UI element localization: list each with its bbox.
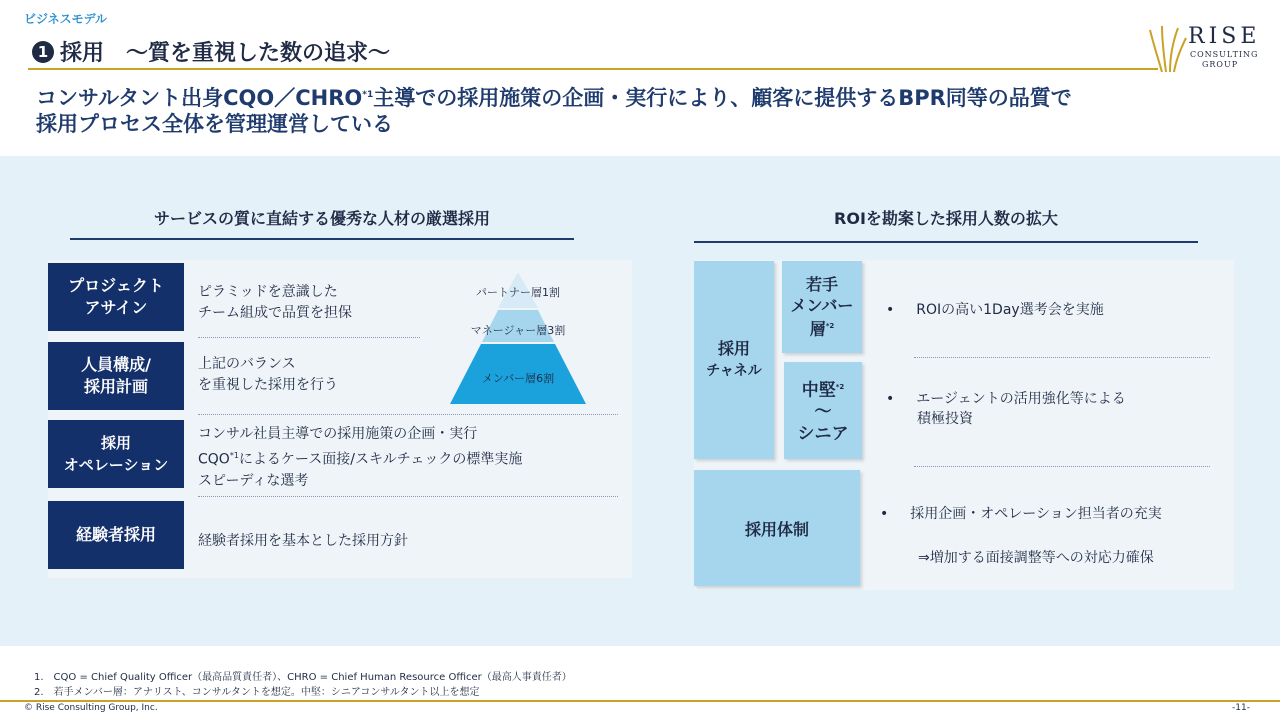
box-sup: *2	[835, 382, 845, 391]
text-sup: *1	[229, 451, 239, 460]
row1-text	[198, 282, 352, 324]
headline-part2: 主導での採用施策の企画・実行により、顧客に提供するBPR同等の品質で	[373, 86, 1072, 110]
bullet-mark: •	[886, 302, 895, 318]
text-line: を重視した採用を行う	[198, 377, 338, 393]
left-subhead: サービスの質に直結する優秀な人材の厳選採用	[153, 209, 490, 228]
bullet-text: 採用企画・オペレーション担当者の充実	[910, 506, 1162, 522]
page-title-text: 採用 ～質を重視した数の追求～	[60, 41, 391, 66]
page-number: -11-	[1232, 703, 1250, 713]
section-tag: ビジネスモデル	[24, 12, 108, 26]
divider	[198, 414, 618, 415]
left-subhead-rule	[70, 238, 574, 240]
footer-rule	[0, 700, 1280, 702]
label-project-assign	[48, 263, 184, 331]
headline-line2: 採用プロセス全体を管理運営している	[36, 112, 393, 136]
text-line: ピラミッドを意識した	[198, 284, 338, 300]
page-title	[32, 36, 390, 67]
logo-line3: GROUP	[1202, 60, 1239, 69]
text-line: スピーディな選考	[198, 472, 309, 489]
headline	[36, 82, 1236, 137]
text-part: によるケース面接/スキルチェックの標準実施	[238, 451, 523, 468]
row3-text	[198, 424, 522, 492]
label-line: 人員構成/	[81, 355, 151, 374]
box-line: 中堅	[801, 380, 836, 401]
bullet-3	[880, 504, 1162, 524]
divider	[914, 357, 1210, 358]
box-line: 採用体制	[744, 519, 809, 539]
box-line: チャネル	[706, 363, 762, 379]
right-subhead-rule	[694, 241, 1198, 243]
label-experienced-hire	[48, 501, 184, 569]
label-line: 経験者採用	[75, 525, 156, 544]
footnote-2: 2. 若手メンバー層：アナリスト、コンサルタントを想定。中堅：シニアコンサルタント以上を想定	[34, 687, 480, 698]
row2-text	[198, 354, 338, 396]
label-line: プロジェクト	[68, 276, 164, 295]
bullet-1	[886, 300, 1104, 320]
text-line: コンサル社員主導での採用施策の企画・実行	[198, 426, 478, 442]
text-line: 上記のバランス	[198, 356, 296, 372]
pyramid-label-top: パートナー層1割	[476, 286, 560, 299]
logo-line2: CONSULTING	[1190, 50, 1259, 59]
bullet-text: エージェントの活用強化等による	[916, 391, 1126, 407]
bullet-3-sub: ⇒増加する面接調整等への対応力確保	[918, 550, 1154, 566]
box-line: ～	[814, 402, 832, 423]
box-line: 層	[809, 319, 826, 339]
bullet-mark: •	[886, 391, 895, 407]
footnote-1: 1. CQO = Chief Quality Officer（最高品質責任者）、CHRO = Chief Human Resource Officer（最高人事責任者）	[34, 672, 572, 683]
copyright: © Rise Consulting Group, Inc.	[24, 703, 158, 713]
label-line: 採用計画	[83, 377, 148, 396]
box-young-members	[782, 261, 862, 353]
pyramid-label-bottom: メンバー層6割	[481, 372, 555, 385]
divider	[198, 496, 618, 497]
box-sup: *2	[825, 322, 835, 331]
pyramid-label-middle: マネージャー層3割	[470, 324, 566, 337]
right-subhead: ROIを勘案した採用人数の拡大	[834, 209, 1058, 228]
bullet-text: ROIの高い1Day選考会を実施	[916, 302, 1104, 318]
label-staffing-plan	[48, 342, 184, 410]
box-mid-senior	[784, 362, 862, 459]
text-line: 経験者採用を基本とした採用方針	[198, 533, 408, 549]
bullet-mark: •	[880, 506, 889, 522]
box-line: 採用	[717, 339, 750, 358]
text-line: チーム組成で品質を担保	[198, 305, 352, 321]
row4-text	[198, 531, 408, 552]
bullet-2	[886, 389, 1126, 429]
bullet-text: 積極投資	[917, 411, 973, 427]
box-line: 若手	[805, 275, 838, 295]
title-rule	[28, 68, 1158, 70]
label-line: オペレーション	[63, 456, 169, 474]
box-line: シニア	[797, 424, 849, 445]
text-part: CQO	[198, 451, 230, 468]
box-recruit-structure	[694, 470, 860, 586]
divider	[914, 466, 1210, 467]
headline-sup: *1	[362, 90, 374, 100]
box-recruit-channel	[694, 261, 774, 459]
box-line: メンバー	[790, 296, 854, 316]
divider	[198, 337, 420, 338]
number-badge: 1	[32, 41, 54, 63]
label-line: 採用	[100, 434, 131, 452]
label-line: アサイン	[84, 298, 148, 317]
headline-part1: コンサルタント出身CQO／CHRO	[36, 86, 363, 110]
logo-name: RISE	[1188, 24, 1261, 49]
label-recruit-ops	[48, 420, 184, 488]
